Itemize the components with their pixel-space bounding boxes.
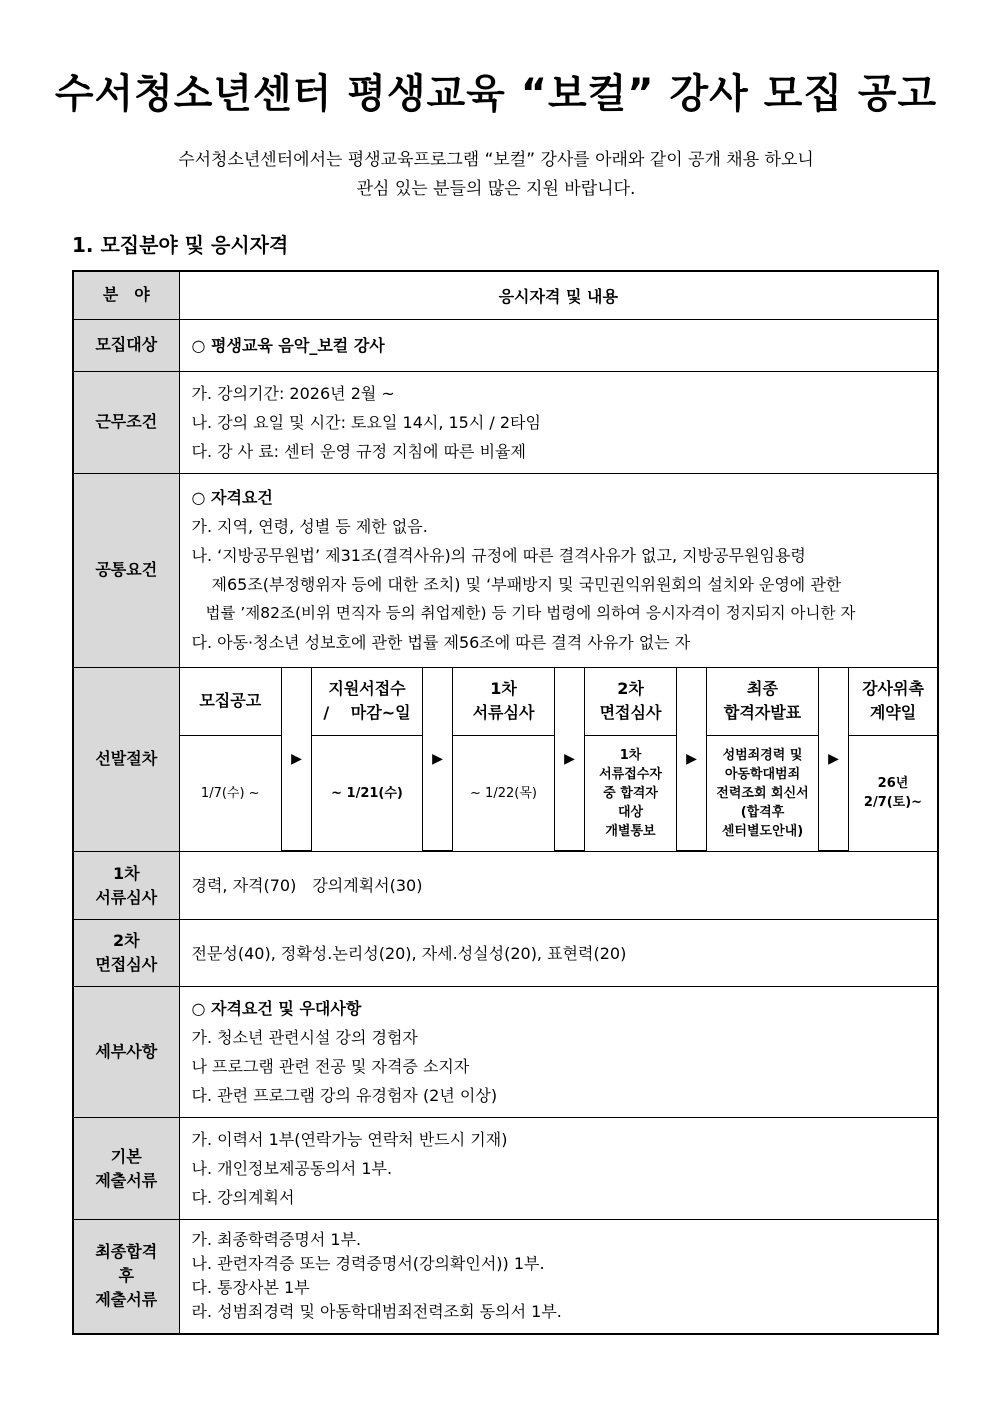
label-line: 2차 [112,931,140,950]
details-content [179,987,938,1118]
line-heading: ○ 자격요건 [191,488,273,507]
step-value: 1/7(수) ~ [180,736,282,851]
step-value [585,736,677,851]
step-value-line: 대상 [617,804,644,820]
line: 법률 ’제82조(비위 면직자 등의 취업제한) 등 기타 법령에 의하여 응시자격이 정지되지 아니한 자 [205,604,856,622]
step-value-line: 성범죄경력 및 [722,747,803,763]
intro-line: 관심 있는 분들의 많은 지원 바랍니다. [356,179,636,199]
row-label: 선발절차 [73,667,179,852]
table-row [73,987,938,1118]
line: 가. 지역, 연령, 성별 등 제한 없음. [191,517,428,536]
line: 가. 청소년 관련시설 강의 경험자 [191,1028,418,1047]
step-value-line: 서류접수자 [599,766,662,782]
recruit-value: ○ 평생교육 음악_보컬 강사 [179,319,938,371]
step-value-line: 26년 [877,776,909,792]
step-head [453,668,555,736]
label-line: 면접심사 [95,955,158,974]
step-head-text: 강사위촉 [862,679,924,699]
step-head [707,668,819,736]
line: 다. 강의계획서 [191,1188,295,1207]
process-cell [179,667,938,852]
step-value-line: 1차 [619,747,642,763]
label-line: 기본 [110,1146,142,1166]
arrow-icon: ▶ [819,668,849,851]
line: 라. 성범죄경력 및 아동학대범죄전력조회 동의서 1부. [191,1302,562,1322]
line: 다. 강 사 료: 센터 운영 규정 지침에 따른 비율제 [191,441,526,461]
label-line: 1차 [112,863,140,883]
line: 가. 최종학력증명서 1부. [191,1230,362,1250]
step-value [849,736,938,851]
intro-text [0,146,992,204]
arrow-icon: ▶ [555,668,585,851]
line: 가. 강의기간: 2026년 2월 ~ [191,383,395,403]
row-label: 모집대상 [73,319,179,371]
table-row [73,319,938,371]
line: 나. 관련자격증 또는 경력증명서(강의확인서)) 1부. [191,1254,545,1274]
row-label: 공통요건 [73,473,179,667]
line: 다. 통장사본 1부 [191,1278,310,1298]
line: 가. 이력서 1부(연락가능 연락처 반드시 기재) [191,1130,508,1149]
final-docs-content [179,1220,938,1334]
screening1-value: 경력, 자격(70) 강의계획서(30) [179,852,938,920]
line: 나. ‘지방공무원법’ 제31조(결격사유)의 규정에 따른 결격사유가 없고, 지방공무원임용령 [191,546,806,565]
step-value-line: 센터별도안내) [721,823,804,839]
row-label [73,1220,179,1334]
line: 제65조(부정행위자 등에 대한 조치) 및 ‘부패방지 및 국민권익위원회의 설치와 운영에 관한 [211,575,842,594]
step-head [585,668,677,736]
line: 다. 관련 프로그램 강의 유경험자 (2년 이상) [191,1086,498,1105]
step-head-text: 합격자발표 [723,703,802,723]
step-head-text: 모집공고 [199,691,262,711]
step-head-text: 지원서접수 [328,679,406,699]
label-line: 제출서류 [95,1170,158,1190]
step-head-text: 계약일 [869,703,917,723]
line: 나. 강의 요일 및 시간: 토요일 14시, 15시 / 2타임 [191,412,541,432]
page-title: 수서청소년센터 평생교육 “보컬” 강사 모집 공고 [54,71,938,117]
line: 다. 아동·청소년 성보호에 관한 법률 제56조에 따른 결격 사유가 없는 자 [191,633,691,652]
table-row [73,1118,938,1220]
screening2-value: 전문성(40), 정확성.논리성(20), 자세.성실성(20), 표현력(20) [179,920,938,987]
label-line: 최종합격 [95,1242,158,1262]
step-value: ~ 1/21(수) [312,736,423,851]
step-value-line: 개별통보 [605,823,656,839]
step-head [180,668,282,736]
table-row [73,667,938,852]
label-line: 제출서류 [95,1290,158,1310]
label-line: 후 [118,1266,134,1286]
line-heading: ○ 자격요건 및 우대사항 [191,999,362,1018]
row-label: 근무조건 [73,371,179,473]
table-header-row [73,271,938,319]
step-value-line: 중 합격자 [603,785,658,801]
common-requirements [179,473,938,667]
step-head-text: / 마감~일 [323,703,411,723]
header-field: 분 야 [73,271,179,319]
process-table [180,668,938,852]
arrow-icon: ▶ [282,668,312,851]
step-head [849,668,938,736]
section-heading: 1. 모집분야 및 응시자격 [72,233,289,257]
step-head-text: 1차 [490,679,517,699]
work-conditions [179,371,938,473]
line: 나 프로그램 관련 전공 및 자격증 소지자 [191,1057,470,1076]
line: 나. 개인정보제공동의서 1부. [191,1159,393,1178]
step-value [707,736,819,851]
step-value-line: 아동학대범죄 [724,766,801,782]
header-content: 응시자격 및 내용 [179,271,938,319]
arrow-icon: ▶ [677,668,707,851]
row-label [73,1118,179,1220]
step-head-text: 최종 [747,679,778,699]
table-row [73,473,938,667]
table-row [73,852,938,920]
step-value: ~ 1/22(목) [453,736,555,851]
step-value-line: 전력조회 회신서 [716,785,809,801]
step-head-text: 2차 [617,679,644,699]
step-value-line: (합격후 [740,804,785,820]
step-head-text: 면접심사 [599,703,662,723]
docs-content [179,1118,938,1220]
table-row [73,371,938,473]
row-label [73,920,179,987]
step-head [312,668,423,736]
arrow-icon: ▶ [423,668,453,851]
label-line: 서류심사 [95,887,158,907]
step-head-text: 서류심사 [472,703,535,723]
row-label [73,852,179,920]
table-row [73,1220,938,1334]
table-row [73,920,938,987]
row-label: 세부사항 [73,987,179,1118]
recruitment-table [72,270,939,1335]
intro-line: 수서청소년센터에서는 평생교육프로그램 “보컬” 강사를 아래와 같이 공개 채용 하오니 [178,150,814,170]
step-value-line: 2/7(토)~ [863,795,923,811]
